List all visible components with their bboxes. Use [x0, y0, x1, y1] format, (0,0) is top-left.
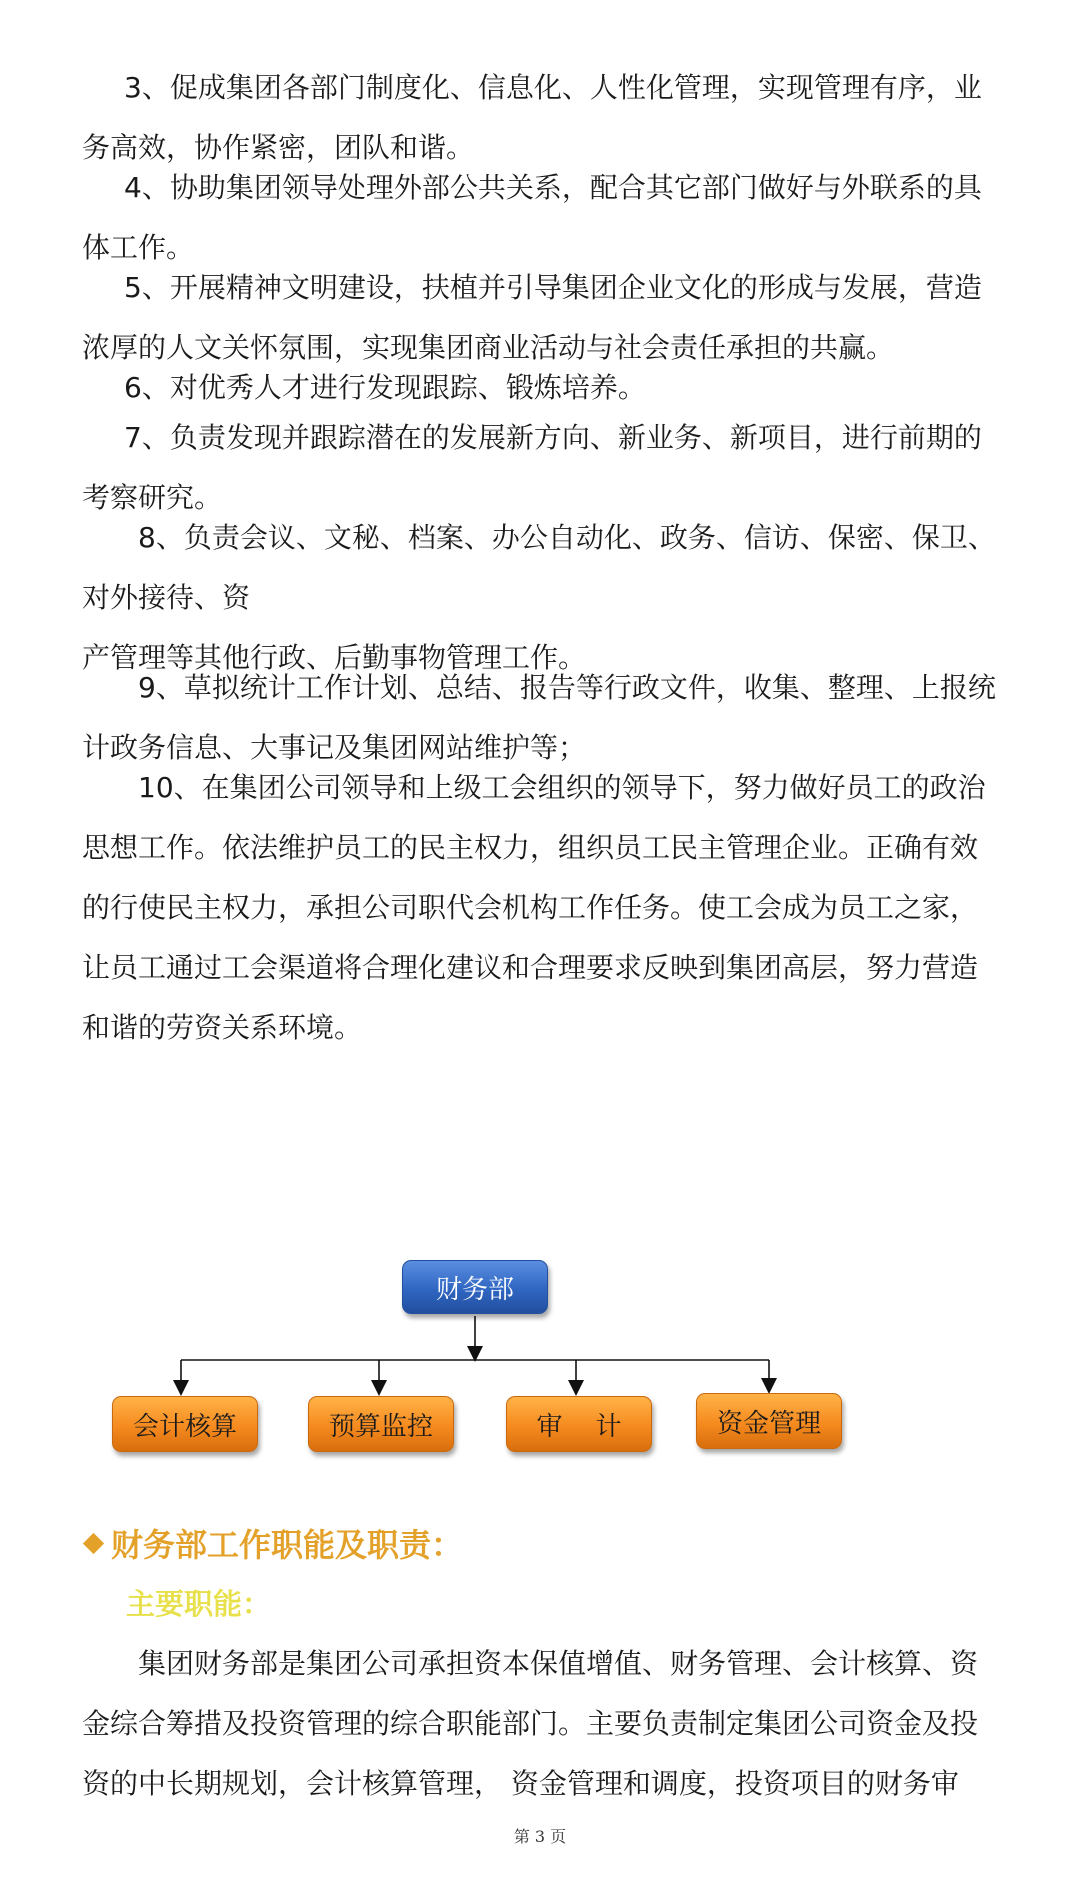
paragraph-line: 产管理等其他行政、后勤事物管理工作。 [82, 641, 587, 674]
org-child-audit: 审 计 [506, 1396, 652, 1452]
page-number: 第 3 页 [513, 1827, 567, 1846]
paragraph-item-10 [82, 758, 1002, 1058]
paragraph-line: 体工作。 [82, 231, 195, 264]
paragraph-line: 浓厚的人文关怀氛围，实现集团商业活动与社会责任承担的共赢。 [82, 331, 895, 364]
paragraph-line: 6、对优秀人才进行发现跟踪、锻炼培养。 [124, 371, 646, 404]
body-paragraph [82, 1634, 1002, 1814]
paragraph-line: 考察研究。 [82, 481, 223, 514]
org-chart [0, 1250, 1080, 1490]
paragraph-line: 3、促成集团各部门制度化、信息化、人性化管理，实现管理有序，业 [124, 71, 982, 104]
paragraph-line: 10、在集团公司领导和上级工会组织的领导下，努力做好员工的政治 [138, 771, 986, 804]
section-heading [82, 1520, 463, 1566]
paragraph-line: 思想工作。依法维护员工的民主权力，组织员工民主管理企业。正确有效 [82, 831, 979, 864]
paragraph-line: 对外接待、资 [82, 581, 251, 614]
paragraph-line: 金综合筹措及投资管理的综合职能部门。主要负责制定集团公司资金及投 [82, 1707, 979, 1740]
org-child-budget-monitoring: 预算监控 [308, 1396, 454, 1452]
paragraph-line: 的行使民主权力，承担公司职代会机构工作任务。使工会成为员工之家， [82, 891, 979, 924]
diamond-bullet-icon [83, 1532, 104, 1553]
paragraph-line: 计政务信息、大事记及集团网站维护等； [82, 731, 587, 764]
paragraph-line: 4、协助集团领导处理外部公共关系，配合其它部门做好与外联系的具 [124, 171, 982, 204]
section-heading-text: 财务部工作职能及职责： [111, 1526, 464, 1564]
paragraph-line: 和谐的劳资关系环境。 [82, 1011, 363, 1044]
paragraph-line: 8、负责会议、文秘、档案、办公自动化、政务、信访、保密、保卫、 [138, 521, 996, 554]
paragraph-line: 集团财务部是集团公司承担资本保值增值、财务管理、会计核算、资 [138, 1647, 979, 1680]
section-subheading: 主要职能： [126, 1587, 272, 1621]
paragraph-line: 5、开展精神文明建设，扶植并引导集团企业文化的形成与发展，营造 [124, 271, 982, 304]
paragraph-line: 让员工通过工会渠道将合理化建议和合理要求反映到集团高层，努力营造 [82, 951, 979, 984]
org-child-fund-management: 资金管理 [696, 1393, 842, 1449]
paragraph-line: 资的中长期规划，会计核算管理， 资金管理和调度，投资项目的财务审 [82, 1767, 959, 1800]
paragraph-line: 9、草拟统计工作计划、总结、报告等行政文件，收集、整理、上报统 [138, 671, 996, 704]
org-root-finance-dept: 财务部 [402, 1260, 548, 1314]
paragraph-line: 7、负责发现并跟踪潜在的发展新方向、新业务、新项目，进行前期的 [124, 421, 982, 454]
paragraph-line: 务高效，协作紧密，团队和谐。 [82, 131, 475, 164]
org-child-accounting: 会计核算 [112, 1396, 258, 1452]
